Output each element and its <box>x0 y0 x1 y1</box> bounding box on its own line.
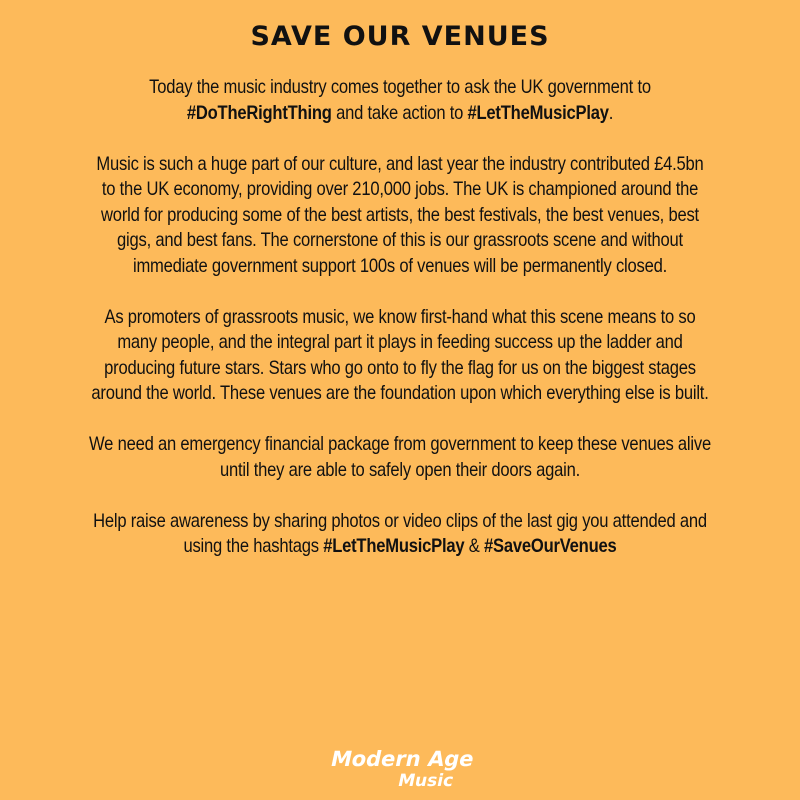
paragraph-promoters <box>75 305 724 407</box>
intro-line-2-mid: and take action to <box>331 101 468 124</box>
paragraph-culture <box>75 152 724 280</box>
culture-line-5: immediate government support 100s of venues will be permanently closed. <box>132 254 668 277</box>
cta-line-1: Help raise awareness by sharing photos or video clips of the last gig you attended and <box>93 509 707 532</box>
cta-ampersand: & <box>464 535 485 557</box>
promoters-line-2: many people, and the integral part it plays in feeding success up the ladder and <box>117 331 683 353</box>
promoters-line-4: around the world. These venues are the foundation upon which everything else is built. <box>91 382 709 404</box>
culture-line-3: world for producing some of the best artists, the best festivals, the best venues, best <box>101 203 699 226</box>
paragraph-intro <box>75 75 724 126</box>
promoters-line-1: As promoters of grassroots music, we know first-hand what this scene means to so <box>104 305 696 328</box>
culture-line-1: Music is such a huge part of our culture, and last year the industry contributed £4.5bn <box>96 152 704 175</box>
hashtag-do-the-right-thing[interactable]: #DoTheRightThing <box>186 101 332 124</box>
logo-line-2: Music <box>396 771 456 791</box>
cta-line-2-start: using the hashtags <box>183 535 324 557</box>
logo-wordmark <box>300 742 500 792</box>
cta-line-2 <box>75 534 724 560</box>
promoters-line-3: producing future stars. Stars who go onto to fly the flag for us on the biggest stages <box>104 356 696 379</box>
page-title: SAVE OUR VENUES <box>250 21 550 52</box>
statement-body <box>75 75 724 560</box>
paragraph-package <box>75 432 724 483</box>
modern-age-music-logo <box>0 742 800 792</box>
culture-line-4: gigs, and best fans. The cornerstone of this is our grassroots scene and without <box>117 229 683 251</box>
paragraph-call-to-action <box>75 509 724 560</box>
culture-line-2: to the UK economy, providing over 210,000 jobs. The UK is championed around the <box>101 178 699 200</box>
hashtag-let-the-music-play-2[interactable]: #LetTheMusicPlay <box>323 535 465 557</box>
intro-line-1: Today the music industry comes together to ask the UK government to <box>149 76 651 98</box>
hashtag-let-the-music-play[interactable]: #LetTheMusicPlay <box>467 101 609 124</box>
package-line-2: until they are able to safely open their doors again. <box>219 458 581 481</box>
intro-line-2-end: . <box>608 101 614 124</box>
hashtag-save-our-venues[interactable]: #SaveOurVenues <box>484 535 617 557</box>
intro-line-2 <box>75 101 724 127</box>
package-line-1: We need an emergency financial package from government to keep these venues alive <box>89 433 711 455</box>
logo-line-1: Modern Age <box>328 747 477 772</box>
